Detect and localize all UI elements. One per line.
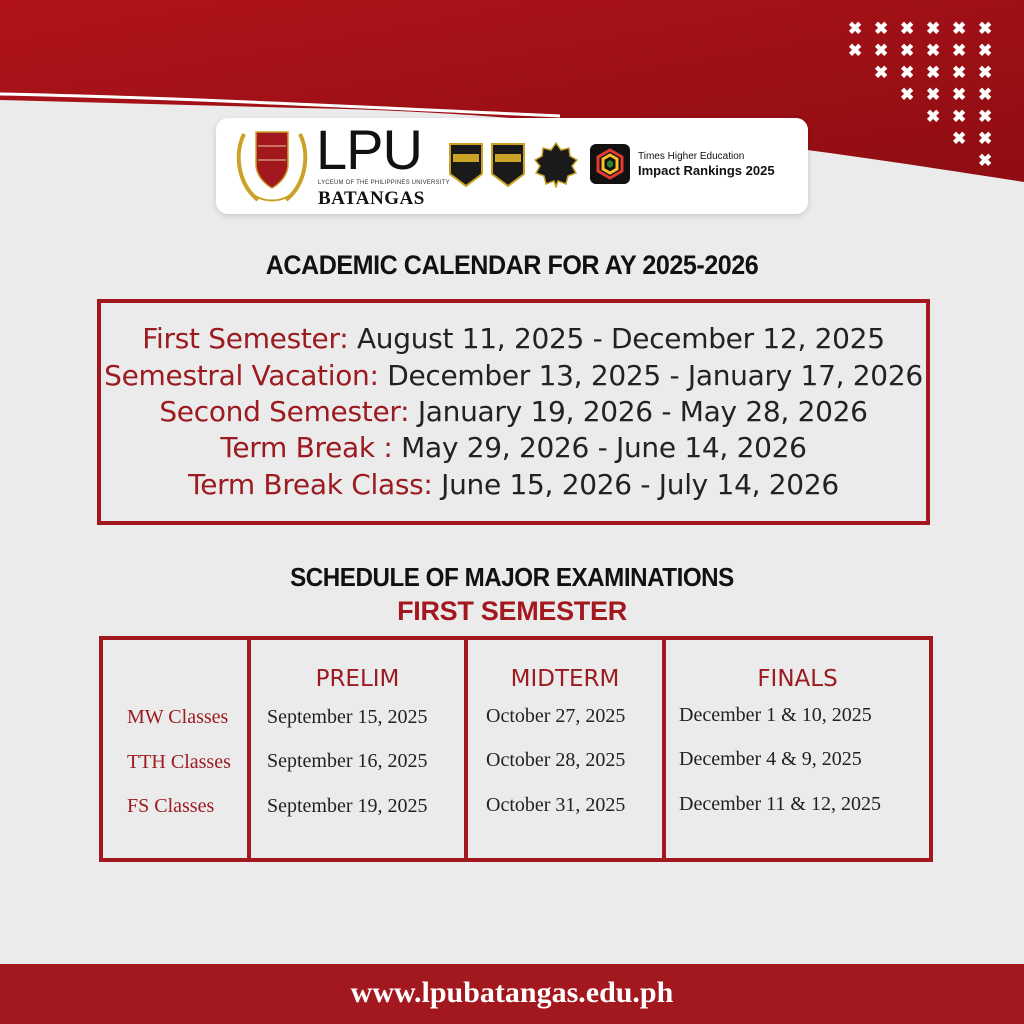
calendar-row [101,431,926,464]
calendar-row-label: Second Semester: [159,395,410,428]
brand-name: LPU [316,118,422,181]
exam-schedule-title: SCHEDULE OF MAJOR EXAMINATIONS [290,562,734,592]
brand-wordmark [316,118,450,209]
times-higher-education-logo [590,144,630,184]
x-mark-icon: ✖ [952,19,967,38]
x-mark-icon: ✖ [900,85,915,104]
table-cell: October 31, 2025 [486,794,626,816]
x-mark-icon: ✖ [926,63,941,82]
row-label-mw: MW Classes [127,706,229,728]
x-mark-icon: ✖ [926,41,941,60]
x-mark-icon: ✖ [978,19,993,38]
table-cell: October 28, 2025 [486,749,626,771]
table-cell: September 15, 2025 [267,706,428,728]
brand-subtitle: LYCEUM OF THE PHILIPPINES UNIVERSITY [318,180,450,186]
x-mark-icon: ✖ [978,151,993,170]
calendar-box [97,299,930,525]
column-header-finals: FINALS [757,666,838,692]
table-cell: December 4 & 9, 2025 [679,748,862,770]
table-cell: October 27, 2025 [486,705,626,727]
footer-bar [0,964,1024,1024]
x-mark-icon: ✖ [874,19,889,38]
calendar-row-value: August 11, 2025 - December 12, 2025 [348,322,885,355]
x-mark-icon: ✖ [926,85,941,104]
x-mark-icon: ✖ [926,19,941,38]
star-rating-badge-icon [534,142,578,188]
logo-bar [216,118,808,214]
calendar-row [101,359,926,392]
calendar-row [101,468,926,501]
table-cell: December 1 & 10, 2025 [679,704,872,726]
calendar-title: ACADEMIC CALENDAR FOR AY 2025-2026 [265,250,759,280]
website-link[interactable]: www.lpubatangas.edu.ph [350,976,674,1009]
calendar-row-label: Term Break Class: [188,468,433,501]
calendar-row [101,395,926,428]
x-mark-icon: ✖ [978,63,993,82]
x-mark-icon: ✖ [900,41,915,60]
x-mark-icon: ✖ [900,19,915,38]
column-header-prelim: PRELIM [315,666,400,692]
x-mark-icon: ✖ [900,63,915,82]
x-mark-icon: ✖ [952,129,967,148]
column-header-midterm: MIDTERM [510,666,620,692]
decorative-x-pattern [848,20,1008,170]
calendar-row-label: Term Break : [220,431,393,464]
calendar-row-value: June 15, 2026 - July 14, 2026 [432,468,839,501]
x-mark-icon: ✖ [978,107,993,126]
x-mark-icon: ✖ [874,63,889,82]
x-mark-icon: ✖ [978,129,993,148]
x-mark-icon: ✖ [978,85,993,104]
x-mark-icon: ✖ [978,41,993,60]
exam-schedule-subtitle: FIRST SEMESTER [397,596,627,626]
table-cell: September 19, 2025 [267,795,428,817]
x-mark-icon: ✖ [952,107,967,126]
x-mark-icon: ✖ [952,85,967,104]
x-mark-icon: ✖ [952,41,967,60]
x-mark-icon: ✖ [926,107,941,126]
table-cell: December 11 & 12, 2025 [679,793,881,815]
ranking-line-1: Times Higher Education [638,151,745,162]
calendar-row-value: January 19, 2026 - May 28, 2026 [409,395,868,428]
ranking-line-2: Impact Rankings 2025 [638,163,775,178]
ranking-badge-1-icon [448,142,484,188]
calendar-row-value: May 29, 2026 - June 14, 2026 [392,431,807,464]
x-mark-icon: ✖ [848,41,863,60]
brand-city: BATANGAS [318,188,425,209]
calendar-row-label: First Semester: [142,322,349,355]
x-mark-icon: ✖ [874,41,889,60]
row-label-fs: FS Classes [127,795,215,817]
calendar-row [101,322,926,355]
table-cell: September 16, 2025 [267,750,428,772]
university-seal-logo [234,124,310,208]
calendar-row-value: December 13, 2025 - January 17, 2026 [378,359,923,392]
row-label-tth: TTH Classes [127,751,231,773]
calendar-row-label: Semestral Vacation: [104,359,379,392]
exam-table [99,636,933,862]
x-mark-icon: ✖ [952,63,967,82]
ranking-badge-2-icon [490,142,526,188]
x-mark-icon: ✖ [848,19,863,38]
